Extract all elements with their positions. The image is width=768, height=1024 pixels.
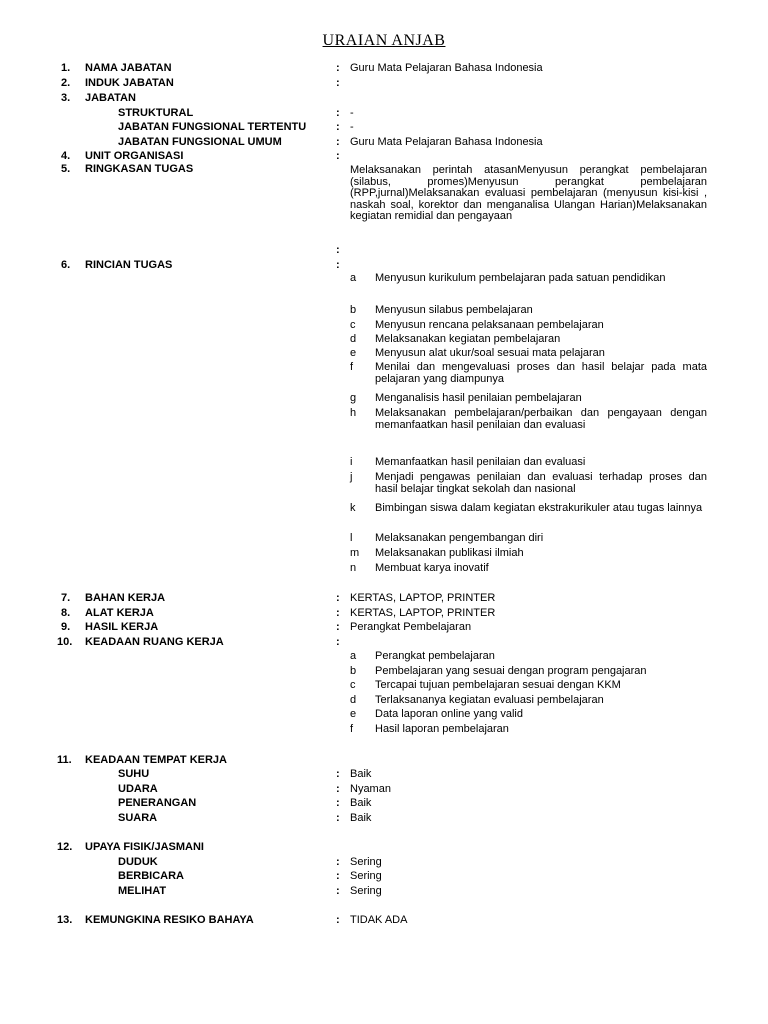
section-number: 5.	[61, 163, 71, 175]
colon: :	[336, 259, 340, 271]
colon: :	[336, 870, 340, 882]
section-number: 8.	[61, 607, 71, 619]
list-letter: c	[350, 679, 356, 691]
section-number: 2.	[61, 77, 71, 89]
task-item: Menyusun silabus pembelajaran	[375, 304, 533, 316]
section-label: RINCIAN TUGAS	[85, 259, 173, 271]
colon: :	[336, 621, 340, 633]
colon: :	[336, 768, 340, 780]
section-label: KEMUNGKINA RESIKO BAHAYA	[85, 914, 254, 926]
task-item: Menjadi pengawas penilaian dan evaluasi terhadap proses dan hasil belajar tingkat sekolah dan nasional	[375, 471, 707, 495]
section-label: HASIL KERJA	[85, 621, 159, 633]
sub-label: MELIHAT	[118, 885, 167, 897]
task-item: Melaksanakan publikasi ilmiah	[375, 547, 524, 559]
colon: :	[336, 150, 340, 162]
workroom-item: Perangkat pembelajaran	[375, 650, 495, 662]
workroom-item: Data laporan online yang valid	[375, 708, 523, 720]
colon: :	[336, 885, 340, 897]
list-letter: d	[350, 694, 357, 706]
task-item: Menganalisis hasil penilaian pembelajaran	[375, 392, 582, 404]
sub-label: UDARA	[118, 783, 158, 795]
section-number: 9.	[61, 621, 71, 633]
list-letter: a	[350, 650, 357, 662]
colon: :	[336, 244, 340, 256]
section-number: 11.	[57, 754, 72, 766]
list-letter: f	[350, 723, 354, 735]
list-letter: e	[350, 708, 357, 720]
section-value: Guru Mata Pelajaran Bahasa Indonesia	[350, 62, 543, 74]
colon: :	[336, 77, 340, 89]
list-letter: i	[350, 456, 353, 468]
document-title: URAIAN ANJAB	[322, 32, 446, 49]
section-value: Perangkat Pembelajaran	[350, 621, 472, 633]
section-number: 13.	[57, 914, 73, 926]
section-label: NAMA JABATAN	[85, 62, 172, 74]
list-letter: e	[350, 347, 357, 359]
section-value: TIDAK ADA	[350, 914, 408, 926]
sub-value: Baik	[350, 797, 372, 809]
workroom-item: Terlaksananya kegiatan evaluasi pembelajaran	[375, 694, 604, 706]
section-value: KERTAS, LAPTOP, PRINTER	[350, 592, 496, 604]
list-letter: b	[350, 304, 357, 316]
list-letter: l	[350, 532, 353, 544]
sub-value: Baik	[350, 768, 372, 780]
task-item: Menyusun rencana pelaksanaan pembelajaran	[375, 319, 604, 331]
list-letter: d	[350, 333, 357, 345]
colon: :	[336, 812, 340, 824]
colon: :	[336, 797, 340, 809]
section-label: RINGKASAN TUGAS	[85, 163, 194, 175]
section-label: ALAT KERJA	[85, 607, 154, 619]
list-letter: f	[350, 361, 354, 373]
workroom-item: Hasil laporan pembelajaran	[375, 723, 509, 735]
section-label: UNIT ORGANISASI	[85, 150, 184, 162]
list-letter: m	[350, 547, 360, 559]
list-letter: b	[350, 665, 357, 677]
section-number: 6.	[61, 259, 71, 271]
sub-value: Baik	[350, 812, 372, 824]
sub-value: Sering	[350, 870, 382, 882]
colon: :	[336, 136, 340, 148]
sub-label: PENERANGAN	[118, 797, 197, 809]
task-item: Menilai dan mengevaluasi proses dan hasil belajar pada mata pelajaran yang diampunya	[375, 361, 707, 385]
section-label: UPAYA FISIK/JASMANI	[85, 841, 204, 853]
section-number: 10.	[57, 636, 73, 648]
sub-label: SUARA	[118, 812, 158, 824]
summary-paragraph: Melaksanakan perintah atasanMenyusun perangkat pembelajaran (silabus, promes)Menyusun perangkat pembelajaran (RPP,jurnal)Melaksanakan evaluasi pembelajaran (menyusun kisi-kisi , naskah soal, korektor dan menganalisa Ulangan Harian)Melaksanakan kegiatan remidial dan pengayaan	[350, 164, 707, 222]
sub-label: SUHU	[118, 768, 150, 780]
sub-label: JABATAN FUNGSIONAL TERTENTU	[118, 121, 307, 133]
colon: :	[336, 62, 340, 74]
task-item: Memanfaatkan hasil penilaian dan evaluasi	[375, 456, 586, 468]
list-letter: g	[350, 392, 357, 404]
list-letter: j	[350, 471, 353, 483]
task-item: Membuat karya inovatif	[375, 562, 489, 574]
section-label: INDUK JABATAN	[85, 77, 174, 89]
task-item: Melaksanakan kegiatan pembelajaran	[375, 333, 561, 345]
sub-label: BERBICARA	[118, 870, 184, 882]
colon: :	[336, 636, 340, 648]
workroom-item: Pembelajaran yang sesuai dengan program pengajaran	[375, 665, 647, 677]
section-label: JABATAN	[85, 92, 136, 104]
sub-value: Nyaman	[350, 783, 391, 795]
list-letter: h	[350, 407, 357, 419]
colon: :	[336, 592, 340, 604]
section-number: 3.	[61, 92, 71, 104]
sub-label: DUDUK	[118, 856, 158, 868]
sub-label: STRUKTURAL	[118, 107, 194, 119]
colon: :	[336, 914, 340, 926]
section-number: 1.	[61, 62, 71, 74]
sub-value: Sering	[350, 856, 382, 868]
sub-value: Sering	[350, 885, 382, 897]
sub-value: -	[350, 107, 354, 119]
section-label: BAHAN KERJA	[85, 592, 166, 604]
section-number: 7.	[61, 592, 71, 604]
sub-value: -	[350, 121, 354, 133]
task-item: Bimbingan siswa dalam kegiatan ekstrakurikuler atau tugas lainnya	[375, 502, 703, 514]
section-label: KEADAAN TEMPAT KERJA	[85, 754, 227, 766]
task-item: Melaksanakan pengembangan diri	[375, 532, 544, 544]
colon: :	[336, 607, 340, 619]
task-item: Melaksanakan pembelajaran/perbaikan dan pengayaan dengan memanfaatkan hasil penilaian dan evaluasi	[375, 407, 707, 431]
colon: :	[336, 783, 340, 795]
sub-label: JABATAN FUNGSIONAL UMUM	[118, 136, 282, 148]
list-letter: c	[350, 319, 356, 331]
task-item: Menyusun alat ukur/soal sesuai mata pelajaran	[375, 347, 605, 359]
list-letter: a	[350, 272, 357, 284]
list-letter: k	[350, 502, 356, 514]
task-item: Menyusun kurikulum pembelajaran pada satuan pendidikan	[375, 272, 666, 284]
workroom-item: Tercapai tujuan pembelajaran sesuai dengan KKM	[375, 679, 621, 691]
sub-value: Guru Mata Pelajaran Bahasa Indonesia	[350, 136, 543, 148]
list-letter: n	[350, 562, 357, 574]
section-label: KEADAAN RUANG KERJA	[85, 636, 224, 648]
colon: :	[336, 107, 340, 119]
colon: :	[336, 856, 340, 868]
section-value: KERTAS, LAPTOP, PRINTER	[350, 607, 496, 619]
section-number: 4.	[61, 150, 71, 162]
colon: :	[336, 121, 340, 133]
section-number: 12.	[57, 841, 73, 853]
